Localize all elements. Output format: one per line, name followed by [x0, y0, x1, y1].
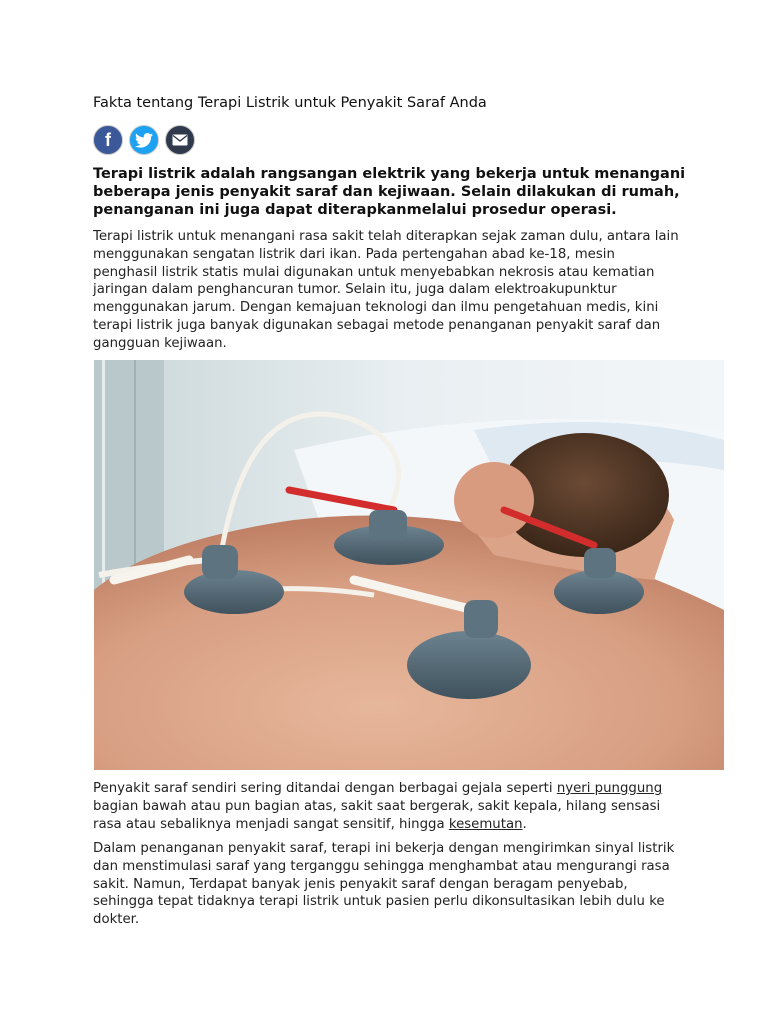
facebook-share-button[interactable]: [93, 125, 123, 155]
email-share-button[interactable]: [165, 125, 195, 155]
envelope-icon: [172, 134, 188, 146]
article-lead: Terapi listrik adalah rangsangan elektrik yang bekerja untuk menangani beberapa jenis penyakit saraf dan kejiwaan. Selain dilakukan di rumah, penanganan ini juga dapat diterapkanmelalui prosedur operasi.: [93, 166, 686, 218]
paragraph-treatment: Dalam penanganan penyakit saraf, terapi ini bekerja dengan mengirimkan sinyal listrik dan menstimulasi saraf yang terganggu sehingga menghambat atau mengurangi rasa sakit. Namun, Terdapat banyak jenis penyakit saraf dengan beragam penyebab, sehingga tepat tidaknya terapi listrik untuk pasien perlu dikonsultasikan lebih dulu ke dokter.: [93, 841, 675, 928]
twitter-share-button[interactable]: [129, 125, 159, 155]
back-pain-link[interactable]: nyeri punggung: [556, 781, 663, 796]
paragraph-symptoms-text-middle: bagian bawah atau pun bagian atas, sakit saat bergerak, sakit kepala, hilang sensasi rasa atau sebaliknya menjadi sangat sensitif, hingga: [93, 798, 661, 832]
tingling-link[interactable]: kesemutan: [448, 816, 523, 832]
paragraph-symptoms: [93, 780, 683, 833]
share-buttons: [93, 125, 195, 155]
twitter-bird-icon: [135, 133, 153, 148]
paragraph-intro: Terapi listrik untuk menangani rasa sakit telah diterapkan sejak zaman dulu, antara lain menggunakan sengatan listrik dari ikan. Pada pertengahan abad ke-18, mesin penghasil listrik statis mulai digunakan untuk menyebabkan nekrosis atau kematian jaringan dalam penghancuran tumor. Selain itu, juga dalam elektroakupunktur menggunakan jarum. Dengan kemajuan teknologi dan ilmu pengetahuan medis, kini terapi listrik juga banyak digunakan sebagai metode penanganan penyakit saraf dan gangguan kejiwaan.: [93, 229, 679, 351]
article-title: Fakta tentang Terapi Listrik untuk Penyakit Saraf Anda: [93, 95, 487, 111]
paragraph-symptoms-text: Penyakit saraf sendiri sering ditandai dengan berbagai gejala seperti: [93, 781, 557, 796]
facebook-icon: f: [105, 129, 111, 150]
therapy-photo: [94, 360, 724, 770]
paragraph-symptoms-end: .: [522, 816, 527, 832]
